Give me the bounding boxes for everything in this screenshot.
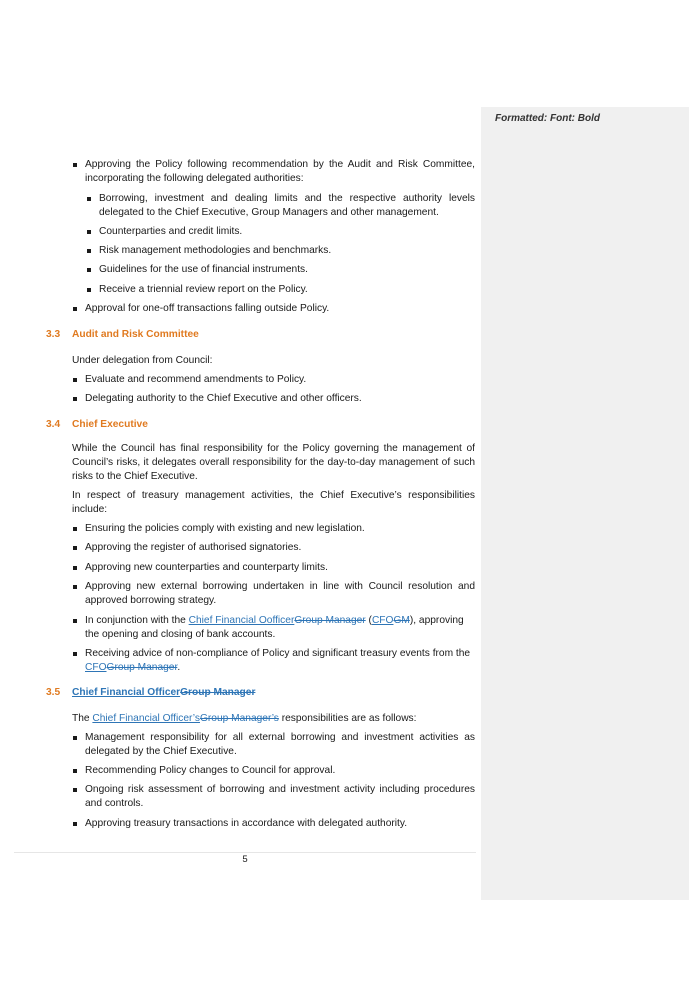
list-item: Receive a triennial review report on the Policy. bbox=[99, 283, 475, 297]
list-item: Risk management methodologies and benchmarks. bbox=[99, 244, 475, 258]
list-item: Approving new external borrowing undertaken in line with Council resolution and approved borrowing strategy. bbox=[85, 580, 475, 608]
section-title: Chief Executive bbox=[72, 419, 148, 430]
tracked-deletion: Group Manager bbox=[180, 687, 256, 698]
bullet-marker bbox=[73, 527, 77, 531]
list-item: Counterparties and credit limits. bbox=[99, 225, 475, 239]
tracked-deletion: Group Manager bbox=[294, 615, 366, 626]
bullet-marker bbox=[73, 619, 77, 623]
list-item bbox=[85, 614, 475, 642]
bullet-marker bbox=[73, 566, 77, 570]
bullet-marker bbox=[73, 769, 77, 773]
list-item-line: Receiving advice of non-compliance of Policy and significant treasury events from the bbox=[85, 648, 471, 659]
paragraph: Under delegation from Council: bbox=[72, 355, 213, 366]
list-item: Approving the register of authorised signatories. bbox=[85, 541, 475, 555]
section-number: 3.4 bbox=[46, 419, 61, 430]
list-item-line: CFOGroup Manager. bbox=[85, 662, 181, 673]
bullet-marker bbox=[73, 788, 77, 792]
bullet-marker bbox=[73, 822, 77, 826]
bullet-marker bbox=[73, 397, 77, 401]
bullet-marker bbox=[87, 268, 91, 272]
bullet-marker bbox=[87, 288, 91, 292]
tracked-insertion: Chief Financial Officer’s bbox=[92, 713, 200, 724]
list-item: Ensuring the policies comply with existing and new legislation. bbox=[85, 522, 475, 536]
tracked-insertion: Chief Financial Oofficer bbox=[188, 615, 295, 626]
bullet-marker bbox=[73, 163, 77, 167]
paragraph: In respect of treasury management activities, the Chief Executive’s responsibilities include: bbox=[72, 490, 475, 515]
list-item: Approving the Policy following recommendation by the Audit and Risk Committee, incorporating the following delegated authorities: bbox=[85, 158, 475, 186]
comment-pane bbox=[481, 107, 689, 900]
list-item: Approval for one-off transactions falling outside Policy. bbox=[85, 302, 475, 316]
list-item: Management responsibility for all external borrowing and investment activities as delegated by the Chief Executive. bbox=[85, 731, 475, 759]
bullet-marker bbox=[87, 197, 91, 201]
formatting-comment[interactable]: Formatted: Font: Bold bbox=[495, 113, 600, 124]
list-item: Delegating authority to the Chief Executive and other officers. bbox=[85, 392, 475, 406]
list-item: Approving treasury transactions in accordance with delegated authority. bbox=[85, 817, 475, 831]
list-item: Approving new counterparties and counterparty limits. bbox=[85, 561, 475, 575]
list-item bbox=[85, 647, 475, 675]
list-item: Borrowing, investment and dealing limits and the respective authority levels delegated to the Chief Executive, Group Managers and other management. bbox=[99, 192, 475, 220]
paragraph: The Chief Financial Officer’sGroup Manager’s responsibilities are as follows: bbox=[72, 713, 417, 724]
bullet-marker bbox=[87, 249, 91, 253]
tracked-deletion: GM bbox=[393, 615, 410, 626]
bullet-marker bbox=[73, 546, 77, 550]
bullet-marker bbox=[73, 736, 77, 740]
section-number: 3.3 bbox=[46, 329, 61, 340]
list-item: Evaluate and recommend amendments to Policy. bbox=[85, 373, 475, 387]
bullet-marker bbox=[73, 652, 77, 656]
tracked-insertion: Chief Financial Officer bbox=[72, 687, 181, 698]
bullet-marker bbox=[87, 230, 91, 234]
tracked-insertion: CFO bbox=[85, 662, 107, 673]
section-number: 3.5 bbox=[46, 687, 61, 698]
list-item: Ongoing risk assessment of borrowing and investment activity including procedures and controls. bbox=[85, 783, 475, 811]
paragraph: While the Council has final responsibility for the Policy governing the management of Council’s risks, it delegates overall responsibility for the day-to-day management of such risks to the Chief Executive. bbox=[72, 443, 475, 482]
list-item-line: the opening and closing of bank accounts. bbox=[85, 629, 276, 640]
footer-divider bbox=[14, 852, 476, 853]
list-item: Guidelines for the use of financial instruments. bbox=[99, 263, 475, 277]
section-title: Audit and Risk Committee bbox=[72, 329, 199, 340]
bullet-marker bbox=[73, 307, 77, 311]
tracked-deletion: Group Manager bbox=[106, 662, 178, 673]
section-title bbox=[72, 686, 255, 700]
bullet-marker bbox=[73, 585, 77, 589]
bullet-marker bbox=[73, 378, 77, 382]
list-item-line: In conjunction with the Chief Financial OofficerGroup Manager (CFOGM), approving bbox=[85, 615, 464, 626]
list-item: Recommending Policy changes to Council for approval. bbox=[85, 764, 475, 778]
tracked-deletion: Group Manager’s bbox=[199, 713, 279, 724]
page-number: 5 bbox=[242, 854, 248, 865]
tracked-insertion: CFO bbox=[371, 615, 394, 626]
